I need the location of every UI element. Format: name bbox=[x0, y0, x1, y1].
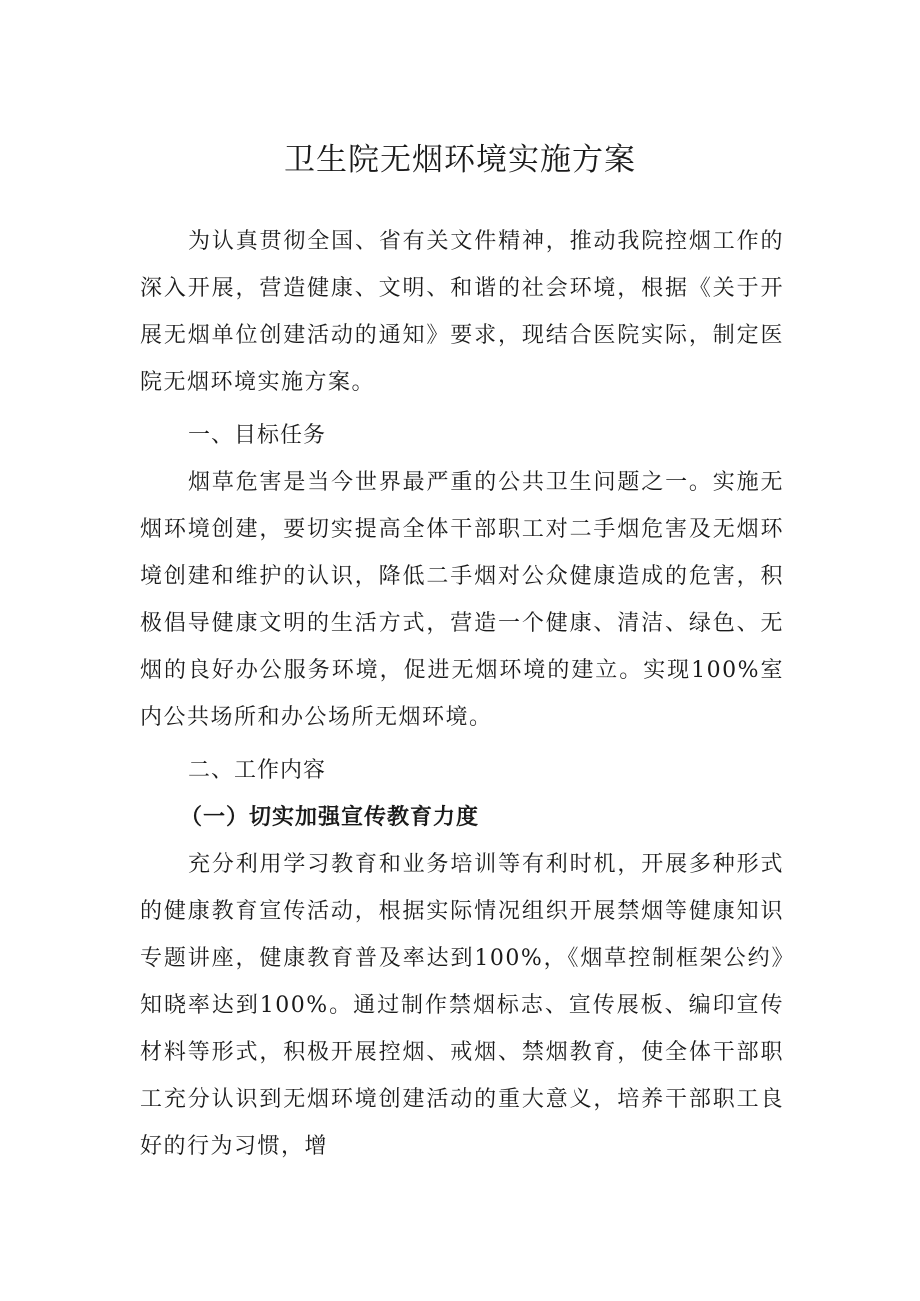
intro-paragraph: 为认真贯彻全国、省有关文件精神，推动我院控烟工作的深入开展，营造健康、文明、和谐的社会环境，根据《关于开展无烟单位创建活动的通知》要求，现结合医院实际，制定医院无烟环境实施方案。 bbox=[140, 229, 784, 395]
publicity-paragraph: 充分利用学习教育和业务培训等有利时机，开展多种形式的健康教育宣传活动，根据实际情况组织开展禁烟等健康知识专题讲座，健康教育普及率达到100%，《烟草控制框架公约》知晓率达到100%。通过制作禁烟标志、宣传展板、编印宣传材料等形式，积极开展控烟、戒烟、禁烟教育，使全体干部职工充分认识到无烟环境创建活动的重大意义，培养干部职工良好的行为习惯，增 bbox=[140, 852, 784, 1159]
section-heading-goals: 一、目标任务 bbox=[188, 423, 327, 448]
goals-paragraph: 烟草危害是当今世界最严重的公共卫生问题之一。实施无烟环境创建，要切实提高全体干部职工对二手烟危害及无烟环境创建和维护的认识，降低二手烟对公众健康造成的危害，积极倡导健康文明的生活方式，营造一个健康、清洁、绿色、无烟的良好办公服务环境，促进无烟环境的建立。实现100%室内公共场所和办公场所无烟环境。 bbox=[140, 470, 784, 730]
subsection-heading-publicity: （一）切实加强宣传教育力度 bbox=[180, 804, 480, 830]
document-body bbox=[140, 218, 784, 1170]
document-title: 卫生院无烟环境实施方案 bbox=[284, 142, 636, 178]
section-heading-work-content: 二、工作内容 bbox=[188, 758, 327, 783]
